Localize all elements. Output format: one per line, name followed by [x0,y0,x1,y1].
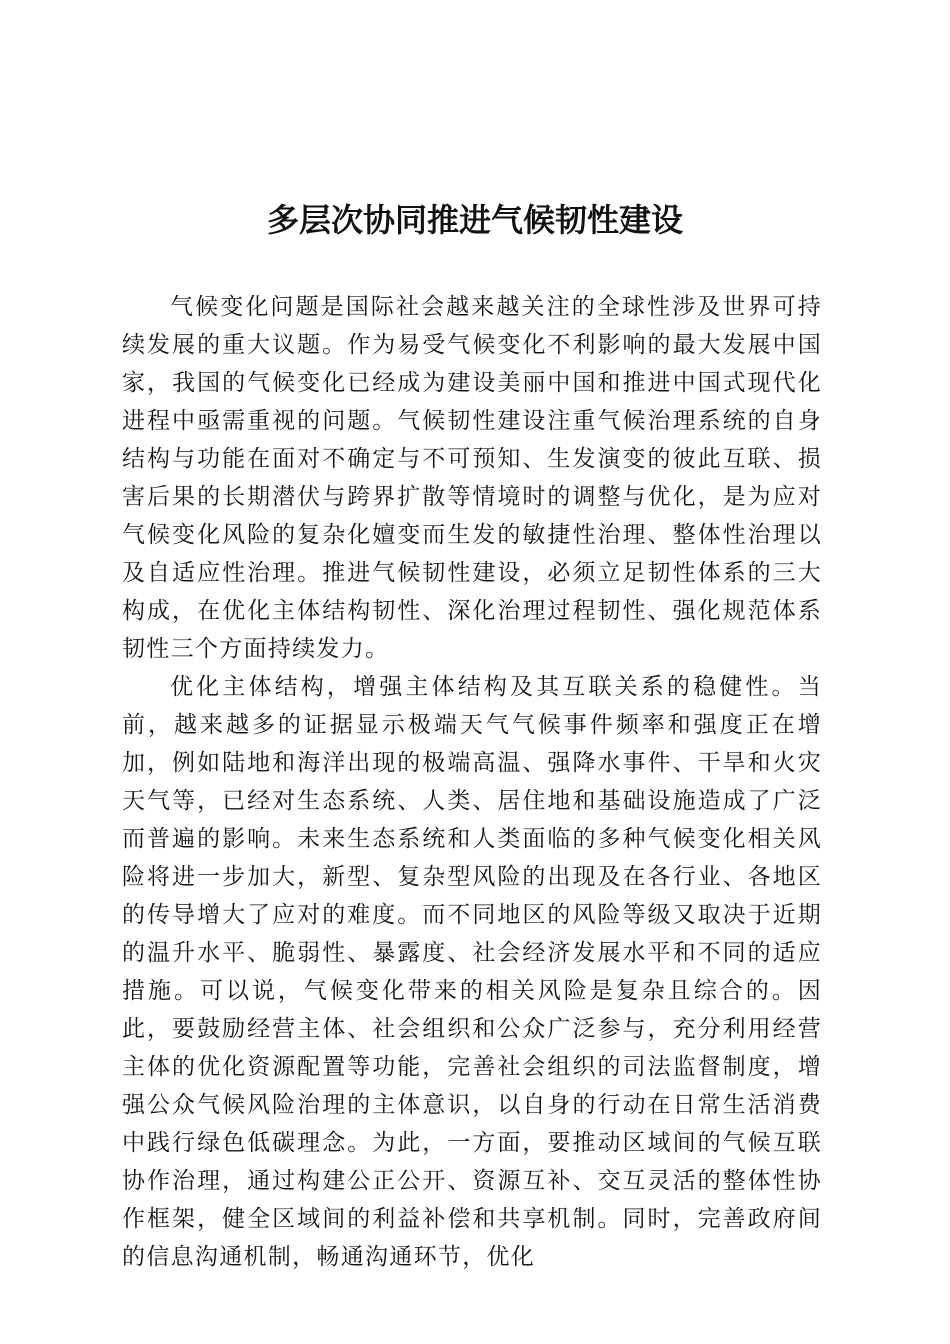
paragraph-1: 气候变化问题是国际社会越来越关注的全球性涉及世界可持续发展的重大议题。作为易受气候变化不利影响的最大发展中国家，我国的气候变化已经成为建设美丽中国和推进中国式现代化进程中亟需重视的问题。气候韧性建设注重气候治理系统的自身结构与功能在面对不确定与不可预知、生发演变的彼此互联、损害后果的长期潜伏与跨界扩散等情境时的调整与优化，是为应对气候变化风险的复杂化嬗变而生发的敏捷性治理、整体性治理以及自适应性治理。推进气候韧性建设，必须立足韧性体系的三大构成，在优化主体结构韧性、深化治理过程韧性、强化规范体系韧性三个方面持续发力。 [122,294,822,662]
document-body [122,288,822,1276]
document-title: 多层次协同推进气候韧性建设 [266,201,683,239]
paragraph-2: 优化主体结构，增强主体结构及其互联关系的稳健性。当前，越来越多的证据显示极端天气气候事件频率和强度正在增加，例如陆地和海洋出现的极端高温、强降水事件、干旱和火灾天气等，已经对生态系统、人类、居住地和基础设施造成了广泛而普遍的影响。未来生态系统和人类面临的多种气候变化相关风险将进一步加大，新型、复杂型风险的出现及在各行业、各地区的传导增大了应对的难度。而不同地区的风险等级又取决于近期的温升水平、脆弱性、暴露度、社会经济发展水平和不同的适应措施。可以说，气候变化带来的相关风险是复杂且综合的。因此，要鼓励经营主体、社会组织和公众广泛参与，充分利用经营主体的优化资源配置等功能，完善社会组织的司法监督制度，增强公众气候风险治理的主体意识，以自身的行动在日常生活消费中践行绿色低碳理念。为此，一方面，要推动区域间的气候互联协作治理，通过构建公正公开、资源互补、交互灵活的整体性协作框架，健全区域间的利益补偿和共享机制。同时，完善政府间的信息沟通机制，畅通沟通环节，优化 [122,674,822,1270]
